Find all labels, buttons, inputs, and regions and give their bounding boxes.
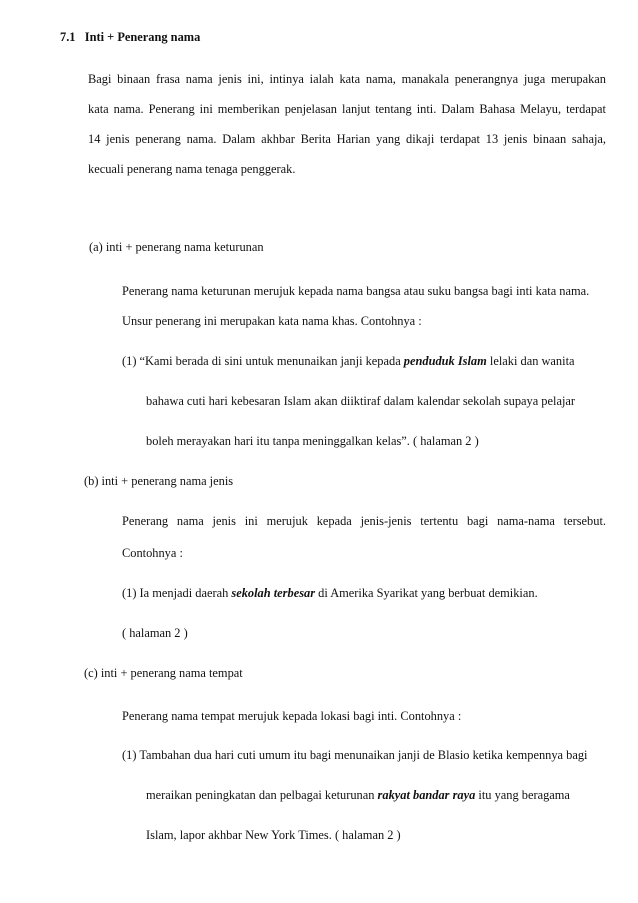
- section-b-desc: Contohnya :: [122, 546, 183, 560]
- section-c-example-line: (1) Tambahan dua hari cuti umum itu bagi menunaikan janji de Blasio ketika kempennya bagi: [122, 748, 588, 762]
- heading-title: Inti + Penerang nama: [84, 30, 201, 44]
- section-b-desc: Penerang nama jenis ini merujuk kepada jenis-jenis tertentu bagi nama-nama tersebut.: [122, 514, 606, 528]
- emphasis: rakyat bandar raya: [377, 788, 476, 802]
- section-a-example-line: boleh merayakan hari itu tanpa meninggalkan kelas”. ( halaman 2 ): [146, 434, 479, 448]
- intro-line: 14 jenis penerang nama. Dalam akhbar Berita Harian yang dikaji terdapat 13 jenis binaan sahaja,: [88, 132, 606, 146]
- section-b-page-ref: ( halaman 2 ): [122, 626, 188, 640]
- section-c-example-line: meraikan peningkatan dan pelbagai keturunan rakyat bandar raya itu yang beragama: [146, 788, 570, 802]
- section-c-desc: Penerang nama tempat merujuk kepada lokasi bagi inti. Contohnya :: [122, 709, 462, 723]
- intro-line: Bagi binaan frasa nama jenis ini, intinya ialah kata nama, manakala penerangnya juga merupakan: [88, 72, 606, 86]
- section-heading: [60, 30, 200, 45]
- section-c-example-line: Islam, lapor akhbar New York Times. ( halaman 2 ): [146, 828, 401, 842]
- section-a-example-line: (1) “Kami berada di sini untuk menunaikan janji kepada penduduk Islam lelaki dan wanita: [122, 354, 575, 368]
- section-c-title: (c) inti + penerang nama tempat: [84, 666, 243, 680]
- section-b-example-line: (1) Ia menjadi daerah sekolah terbesar di Amerika Syarikat yang berbuat demikian.: [122, 586, 538, 600]
- intro-line: kata nama. Penerang ini memberikan penjelasan lanjut tentang inti. Dalam Bahasa Melayu, terdapat: [88, 102, 606, 116]
- section-b-title: (b) inti + penerang nama jenis: [84, 474, 234, 488]
- emphasis: sekolah terbesar: [231, 586, 316, 600]
- section-a-desc: Unsur penerang ini merupakan kata nama khas. Contohnya :: [122, 314, 422, 328]
- section-a-title: (a) inti + penerang nama keturunan: [89, 240, 264, 254]
- heading-number: 7.1: [60, 30, 76, 44]
- section-a-desc: Penerang nama keturunan merujuk kepada nama bangsa atau suku bangsa bagi inti kata nama.: [122, 284, 590, 298]
- emphasis: penduduk Islam: [403, 354, 487, 368]
- intro-line: kecuali penerang nama tenaga penggerak.: [88, 162, 296, 176]
- section-a-example-line: bahawa cuti hari kebesaran Islam akan diiktiraf dalam kalendar sekolah supaya pelajar: [146, 394, 576, 408]
